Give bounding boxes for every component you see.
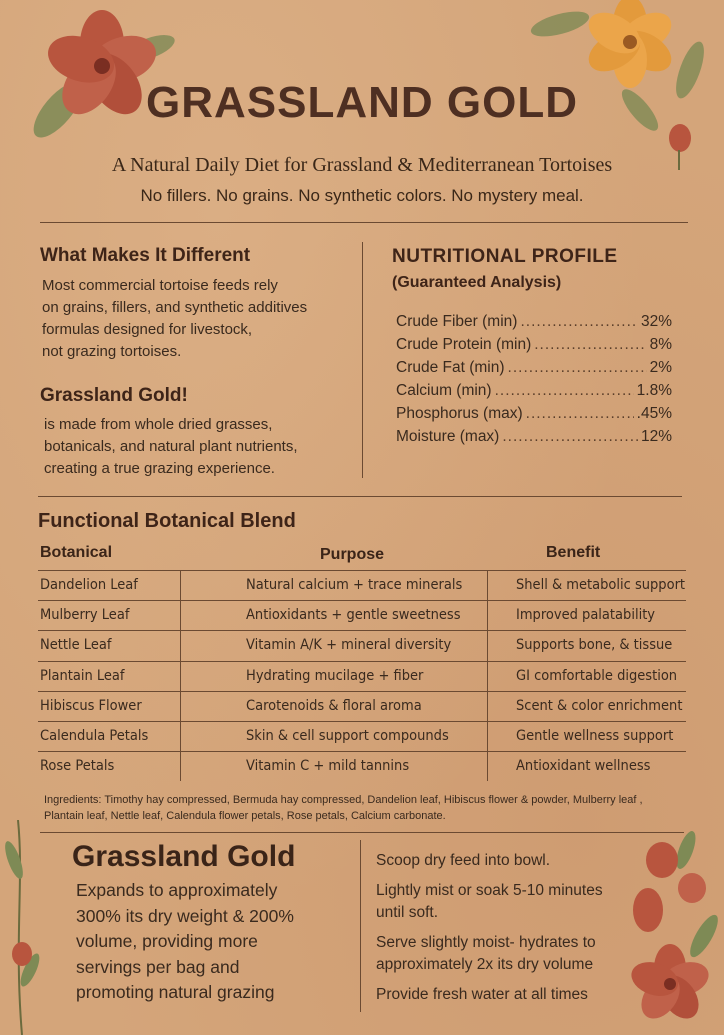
subtitle: A Natural Daily Diet for Grassland & Mediterranean Tortoises [111, 154, 613, 176]
nutrition-value: 1.8% [636, 382, 672, 399]
table-rule [38, 630, 686, 631]
brand-text [44, 414, 354, 480]
text-line: on grains, fillers, and synthetic additives [42, 299, 308, 316]
column-header-botanical: Botanical [40, 544, 113, 561]
divider [362, 242, 363, 478]
text-line: Most commercial tortoise feeds rely [42, 277, 278, 294]
table-rule [38, 661, 686, 662]
nutrition-label: Crude Fat (min) [396, 359, 505, 376]
text-line: servings per bag and [76, 956, 240, 977]
text-line: not grazing tortoises. [42, 343, 182, 360]
nutrition-label: Calcium (min) [396, 382, 492, 399]
text-line: approximately 2x its dry volume [376, 956, 594, 973]
table-cell: Scent & color enrichment [516, 697, 683, 714]
nutrition-heading: NUTRITIONAL PROFILE [392, 246, 618, 267]
table-cell: Vitamin C + mild tannins [246, 758, 410, 775]
table-cell: Skin & cell support compounds [246, 728, 449, 744]
table-cell: Shell & metabolic support [516, 577, 686, 593]
table-rule [38, 570, 686, 571]
table-cell: GI comfortable digestion [516, 667, 678, 684]
table-cell: Antioxidant wellness [516, 758, 651, 775]
table-rule [180, 570, 181, 781]
nutrition-value: 12% [640, 428, 672, 445]
section-heading: What Makes It Different [40, 245, 251, 266]
table-rule [38, 691, 686, 692]
table-cell: Natural calcium + trace minerals [246, 577, 463, 593]
dot-leader [502, 428, 638, 446]
table-rule [38, 721, 686, 722]
nutrition-row [396, 382, 672, 400]
nutrition-value: .45% [636, 405, 672, 422]
nutrition-label: Crude Protein (min) [396, 336, 532, 353]
nutrition-row [396, 405, 672, 423]
dot-leader [526, 405, 634, 423]
table-cell: Rose Petals [40, 758, 115, 775]
table-cell: Antioxidants + gentle sweetness [246, 607, 461, 624]
table-rule [38, 600, 686, 601]
divider [40, 222, 688, 223]
different-text [42, 275, 352, 363]
text-line: botanicals, and natural plant nutrients, [44, 438, 298, 455]
rose-flower-icon [0, 820, 60, 1035]
table-cell: Nettle Leaf [40, 637, 112, 654]
text-line: Expands to approximately [76, 880, 278, 900]
nutrition-value: 32% [640, 313, 672, 330]
text-line: promoting natural grazing [76, 982, 275, 1002]
instruction-step [376, 984, 656, 1006]
nutrition-label: Phosphorus (max) [396, 405, 523, 422]
text-line: volume, providing more [76, 931, 258, 951]
text-line: creating a true grazing experience. [44, 460, 275, 477]
nutrition-subheading: (Guaranteed Analysis) [392, 274, 562, 291]
instruction-step [376, 932, 656, 976]
expansion-text [76, 878, 346, 1006]
table-cell: Supports bone, & tissue [516, 637, 673, 654]
dot-leader [534, 336, 646, 354]
instruction-step [376, 880, 656, 924]
divider [360, 840, 361, 1012]
text-line: Serve slightly moist- hydrates to [376, 934, 596, 951]
tagline: No fillers. No grains. No synthetic colors. No mystery meal. [140, 186, 584, 205]
text-line: until soft. [376, 904, 439, 921]
table-rule [487, 570, 488, 781]
table-cell: Hydrating mucilage + fiber [246, 667, 424, 684]
nutrition-value: 2% [649, 359, 672, 376]
nutrition-row [396, 336, 672, 354]
dot-leader [520, 313, 638, 331]
nutrition-label: Crude Fiber (min) [396, 313, 518, 330]
table-cell: Calendula Petals [40, 728, 149, 744]
nutrition-value: 8% [649, 336, 672, 353]
bottom-title: Grassland Gold [72, 840, 296, 873]
text-line: Lightly mist or soak 5-10 minutes [376, 882, 603, 899]
column-header-benefit: Benefit [546, 544, 601, 561]
nutrition-row [396, 428, 672, 446]
dot-leader [508, 359, 647, 377]
table-rule [38, 751, 686, 752]
column-header-purpose: Purpose [320, 546, 385, 563]
table-cell: Plantain Leaf [40, 667, 125, 684]
brand-heading: Grassland Gold! [40, 385, 188, 406]
nutrition-row [396, 359, 672, 377]
text-line: Provide fresh water at all times [376, 986, 588, 1003]
text-line: 300% its dry weight & 200% [76, 905, 294, 926]
table-cell: Mulberry Leaf [40, 607, 130, 624]
text-line: is made from whole dried grasses, [44, 416, 273, 433]
nutrition-row [396, 313, 672, 331]
blend-heading: Functional Botanical Blend [38, 510, 296, 532]
divider [40, 832, 684, 833]
ingredients-text: Ingredients: Timothy hay compressed, Bermuda hay compressed, Dandelion leaf, Hibiscus flower & powder, Mulberry leaf , Plantain leaf, Nettle leaf, Calendula flower petals, Rose petals, Calcium carbonate. [44, 794, 643, 822]
text-line: formulas designed for livestock, [42, 321, 253, 338]
table-cell: Gentle wellness support [516, 728, 674, 744]
divider [38, 496, 682, 497]
instruction-step [376, 850, 656, 872]
table-cell: Carotenoids & floral aroma [246, 697, 422, 714]
dot-leader [495, 382, 634, 400]
table-cell: Hibiscus Flower [40, 697, 142, 714]
table-cell: Improved palatability [516, 607, 656, 624]
table-cell: Vitamin A/K + mineral diversity [246, 637, 452, 654]
page-title: GRASSLAND GOLD [146, 78, 578, 127]
text-line: Scoop dry feed into bowl. [376, 852, 551, 869]
table-cell: Dandelion Leaf [40, 577, 138, 593]
nutrition-label: Moisture (max) [396, 428, 500, 445]
